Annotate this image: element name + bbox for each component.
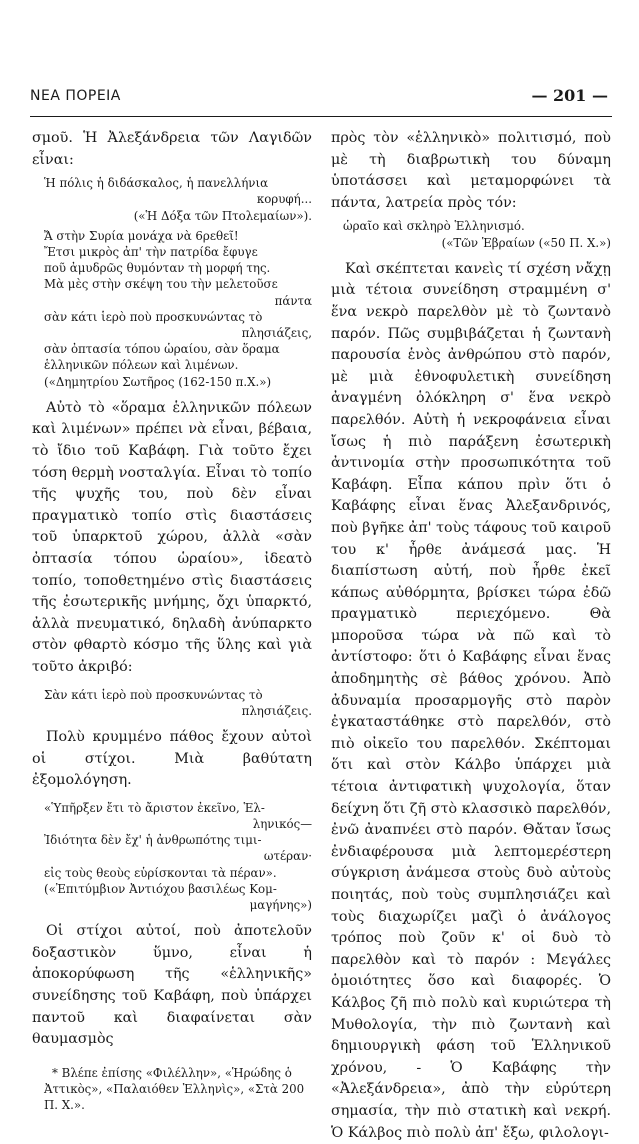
quote-line: Ἄ στὴν Συρία μονάχα νὰ 6ρεθεῖ! xyxy=(44,228,239,243)
header-rule xyxy=(30,116,612,117)
quote-line: Ἰδιότητα δὲν ἔχ' ἡ ἀνθρωπότης τιμι- xyxy=(44,833,262,848)
quote-line: ποῦ ἀμυδρῶς θυμόνταν τὴ μορφή της. xyxy=(44,261,271,276)
quote-line: πάντα xyxy=(274,293,312,308)
quote-line: ὡραῖο καὶ σκληρὸ Ἑλληνισμό. xyxy=(343,219,525,234)
quote-line: μαγήνης») xyxy=(249,897,312,912)
quote-epitymvion xyxy=(32,800,312,913)
page-header xyxy=(30,88,610,114)
quote-line: («Τῶν Ἑβραίων («50 Π. Χ.») xyxy=(441,235,611,250)
quote-line: ληνικός— xyxy=(252,816,312,831)
quote-line: εἰς τοὺς θεοὺς εὑρίσκονται τὰ πέραν». xyxy=(44,865,277,880)
quote-line: πλησιάζεις. xyxy=(241,703,312,718)
right-column xyxy=(331,128,611,1144)
quote-line: κορυφή... xyxy=(256,192,312,207)
quote-line: («Δημητρίου Σωτῆρος (162-150 π.Χ.») xyxy=(44,374,272,389)
quote-line: ἑλληνικῶν πόλεων καὶ λιμένων. xyxy=(44,358,239,373)
page-number: — 201 — xyxy=(531,86,608,105)
quote-line: («Ἐπιτύμβιον Ἀντιόχου βασιλέως Κομ- xyxy=(44,881,277,896)
quote-line: «Ὑπῆρξεν ἔτι τὸ ἄριστον ἐκεῖνο, Ἑλ- xyxy=(44,800,265,815)
journal-title: ΝΕΑ ΠΟΡΕΙΑ xyxy=(30,88,121,104)
quote-doxa-ptolemaion xyxy=(32,175,312,224)
quote-line: Σὰν κάτι ἱερὸ ποὺ προσκυνώντας τὸ xyxy=(44,687,263,702)
left-column xyxy=(32,128,312,1113)
right-paragraph-1: Καὶ σκέπτεται κανεὶς τί σχέση νἄχῃ μιὰ τέτοια συνείδηση στραμμένη σ' ἕνα νεκρὸ παρελθὸν μὲ τὸ ζωντανὸ παρόν. Πῶς συμβιβάζεται ἡ ζωντανὴ παρουσία ἑνὸς ἀνθρώπου στὸ παρόν, μὲ μιὰ ἐθνοφυλετικὴ συνείδηση ἀναγμένη ὁλόκληρη σ' ἕνα νεκρὸ παρελθόν. Αὐτὴ ἡ νεκροφάνεια εἶναι ἴσως ἡ πιὸ παράξενη ἐσωτερικὴ ἀντινομία στὴν προσωπικότητα τοῦ Καβάφη. Εἶπα κάπου πρὶν ὅτι ὁ Καβάφης εἶναι ἕνας Ἀλεξανδρινός, ποὺ βγῆκε ἀπ' τοὺς τάφους τοῦ καιροῦ του κ' ἦρθε ἀνάμεσά μας. Ἡ διαπίστωση αὐτή, ποὺ ἦρθε ἐκεῖ κάπως αὐθόρμητα, βρίσκει τώρα ἐδῶ πραγματικὸ περιεχόμενο. Θὰ μποροῦσα τώρα νὰ πῶ καὶ τὸ ἀντίστοφο: ὅτι ὁ Καβάφης εἶναι ἕνας ἀποδημητὴς σὲ βάθος χρόνου. Ἀπὸ ἀδυναμία προσαρμογῆς στὸ παρὸν ἐγκαταστάθηκε στὸ παρελθόν, στὸ πιὸ οἰκεῖο του παρελθόν. Σκέπτομαι ὅτι καὶ στὸν Κάλβο ὑπάρχει μιὰ τέτοια ἀντιφατικὴ ψυχολογία, ὅταν δείχνη ὅτι ζῆ στὸ κλασσικὸ παρελθόν, ἐνῶ ἀναπνέει στὸ παρόν. Θἄταν ἴσως ἐνδιαφέρουσα μιὰ λεπτομερέστερη σύγκριση ἀνάμεσα στοὺς δυὸ αὐτοὺς ποιητάς, ποὺ τοὺς συμπλησιάζει καὶ τοὺς διαχωρίζει μαζὶ ὁ ἀνάλογος τρόπος ποὺ ζοῦν κ' οἱ δυὸ τὸ παρελθὸν καὶ τὸ παρόν : Μεγάλες ὁμοιότητες ὅσο καὶ διαφορές. Ὁ Κάλβος ζῆ πιὸ πολὺ καὶ κυριώτερα τὴ Μυθολογία, τὴν πιὸ ζωντανὴ καὶ δημιουργικὴ φάση τοῦ Ἑλληνικοῦ χρόνου, - Ὁ Καβάφης τὴν «Ἀλεξάνδρεια», ἀπὸ τὴν εὐρύτερη σημασία, τὴν πιὸ στατικὴ καὶ νεκρή. Ὁ Κάλβος πιὸ πολὺ ἀπ' ἔξω, φιλολογι- xyxy=(331,260,611,1141)
quote-iero xyxy=(32,687,312,719)
left-paragraph-1: Αὐτὸ τὸ «ὅραμα ἑλληνικῶν πόλεων καὶ λιμένων» πρέπει νὰ εἶναι, βέβαια, τὸ ἴδιο τοῦ Καβάφη. Γιὰ τοῦτο ἔχει τόση θερμὴ νοσταλγία. Εἶναι τὸ τοπίο τῆς ψυχῆς του, ποὺ δὲν εἶναι πραγματικὸ τοπίο στὶς διαστάσεις τοῦ ὑπαρκτοῦ χώρου, ἀλλὰ «σὰν ὀπτασία τόπου ὡραίου», ἰδεατὸ τοπίο, τοποθετημένο στὶς διαστάσεις τῆς ἐσωτερικῆς μνήμης, ὄχι ὑπαρκτό, ἀλλὰ πνευματικό, δηλαδὴ ἀνύπαρκτο στὸν φθαρτὸ κόσμο τῆς ὕλης καὶ γιὰ τοῦτο ἀκριβό: xyxy=(32,399,312,675)
quote-line: σὰν κάτι ἱερὸ ποὺ προσκυνώντας τὸ xyxy=(44,309,263,324)
left-intro: σμοῦ. Ἡ Ἀλεξάνδρεια τῶν Λαγιδῶν εἶναι: xyxy=(32,130,312,168)
quote-line: ωτέραν· xyxy=(263,849,312,864)
quote-line: πλησιάζεις, xyxy=(241,326,312,341)
quote-dimitriou-sotiros xyxy=(32,228,312,390)
footnote: * Βλέπε ἐπίσης «Φιλέλλην», «Ἡρώδης ὁ Ἀττικὸς», «Παλαιόθεν Ἑλληνὶς», «Στὰ 200 Π. Χ.». xyxy=(44,1065,305,1112)
left-paragraph-2: Πολὺ κρυμμένο πάθος ἔχουν αὐτοὶ οἱ στίχοι. Μιὰ βαθύτατη ἐξομολόγηση. xyxy=(32,728,312,789)
left-paragraph-3: Οἱ στίχοι αὐτοί, ποὺ ἀποτελοῦν δοξαστικὸν ὕμνο, εἶναι ἡ ἀποκορύφωση τῆς «ἑλληνικῆς» συνείδησης τοῦ Καβάφη, ποὺ ὑπάρχει παντοῦ καὶ διαφαίνεται σὰν θαυμασμὸς xyxy=(32,923,312,1048)
quote-line: σὰν ὀπτασία τόπου ὡραίου, σὰν ὅραμα xyxy=(44,342,280,357)
quote-line: Μὰ μὲς στὴν σκέψη του τὴν μελετοῦσε xyxy=(44,277,278,292)
quote-evraion xyxy=(331,218,611,250)
quote-line: («Ἡ Δόξα τῶν Πτολεμαίων»). xyxy=(133,208,312,223)
right-intro: πρὸς τὸν «ἑλληνικὸ» πολιτισμό, ποὺ μὲ τὴ διαβρωτικὴ του δύναμη ὑποτάσσει καὶ μεταμορφώνει τὰ πάντα, λατρεία πρὸς τόν: xyxy=(331,130,611,211)
quote-line: Ἡ πόλις ἡ διδάσκαλος, ἡ πανελλήνια xyxy=(44,176,269,191)
quote-line: Ἔτσι μικρὸς ἀπ' τὴν πατρίδα ἔφυγε xyxy=(44,245,258,259)
